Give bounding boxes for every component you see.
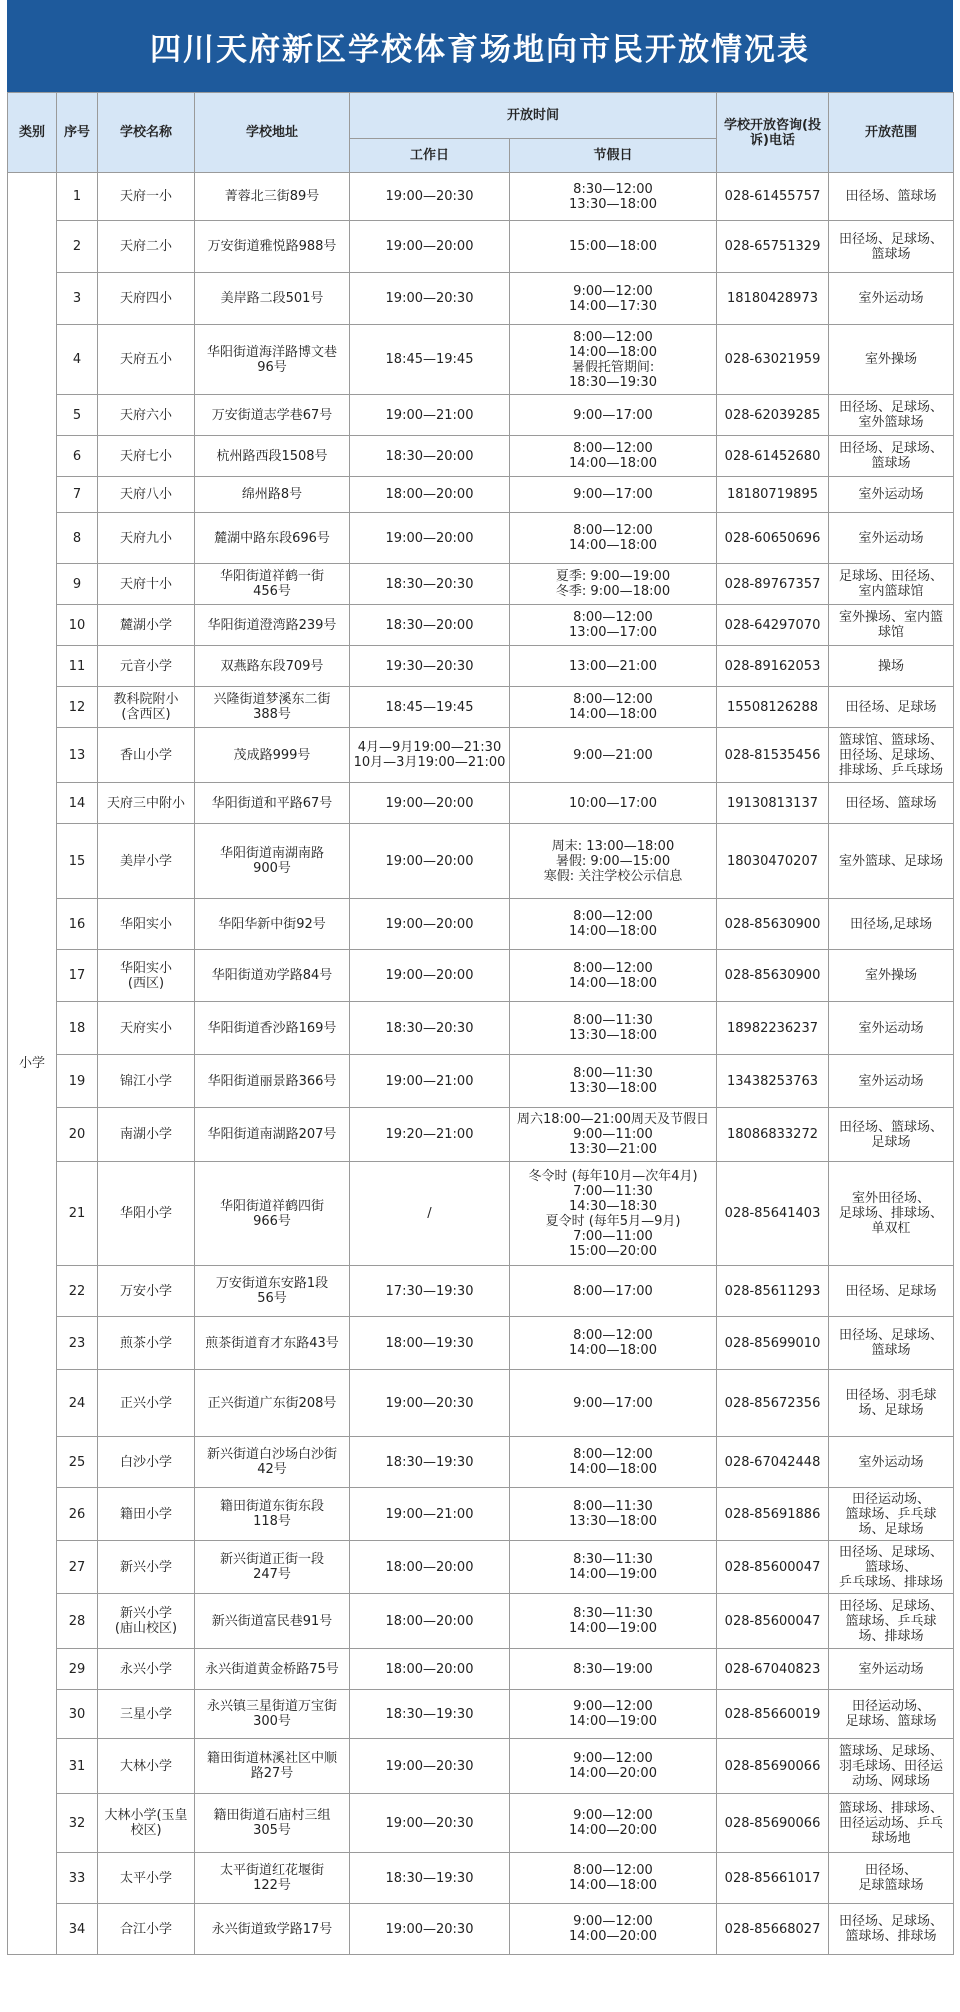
table-row	[8, 1541, 954, 1594]
holiday-hours: 8:00—12:00 14:00—18:00	[510, 436, 717, 477]
table-row	[8, 1370, 954, 1437]
workday-hours: 19:00—21:00	[350, 1055, 510, 1108]
school-name: 天府七小	[98, 436, 195, 477]
school-address: 华阳华新中街92号	[195, 899, 350, 950]
table-row	[8, 1649, 954, 1690]
contact-phone: 028-61452680	[717, 436, 829, 477]
school-name: 天府二小	[98, 221, 195, 273]
school-name: 南湖小学	[98, 1108, 195, 1162]
holiday-hours: 8:00—12:00 14:00—18:00	[510, 899, 717, 950]
school-name: 美岸小学	[98, 824, 195, 899]
holiday-hours: 9:00—12:00 14:00—17:30	[510, 273, 717, 325]
contact-phone: 028-89767357	[717, 564, 829, 605]
row-index: 2	[57, 221, 98, 273]
contact-phone: 028-85630900	[717, 950, 829, 1002]
table-row	[8, 783, 954, 824]
workday-hours: 19:30—20:30	[350, 646, 510, 687]
school-name: 煎茶小学	[98, 1317, 195, 1370]
header-address: 学校地址	[195, 93, 350, 173]
open-scope: 篮球场、排球场、 田径运动场、乒乓 球场地	[829, 1794, 954, 1853]
table-row	[8, 273, 954, 325]
workday-hours: 19:00—20:30	[350, 1904, 510, 1955]
school-address: 华阳街道丽景路366号	[195, 1055, 350, 1108]
table-row	[8, 221, 954, 273]
holiday-hours: 8:00—12:00 14:00—18:00	[510, 950, 717, 1002]
holiday-hours: 8:00—12:00 14:00—18:00	[510, 1853, 717, 1904]
workday-hours: 19:00—20:30	[350, 173, 510, 221]
table-row	[8, 395, 954, 436]
school-address: 华阳街道南湖南路 900号	[195, 824, 350, 899]
workday-hours: 19:00—20:30	[350, 1739, 510, 1794]
contact-phone: 028-85600047	[717, 1541, 829, 1594]
contact-phone: 028-67040823	[717, 1649, 829, 1690]
row-index: 15	[57, 824, 98, 899]
open-scope: 室外篮球、足球场	[829, 824, 954, 899]
table-row	[8, 950, 954, 1002]
school-address: 万安街道志学巷67号	[195, 395, 350, 436]
contact-phone: 028-85661017	[717, 1853, 829, 1904]
school-name: 华阳实小	[98, 899, 195, 950]
table-row	[8, 1055, 954, 1108]
open-scope: 田径场、足球场、 篮球场、 乒乓球场、排球场	[829, 1541, 954, 1594]
contact-phone: 18180719895	[717, 477, 829, 513]
contact-phone: 18982236237	[717, 1002, 829, 1055]
open-scope: 室外运动场	[829, 1055, 954, 1108]
open-scope: 室外运动场	[829, 1002, 954, 1055]
row-index: 26	[57, 1488, 98, 1541]
school-name: 锦江小学	[98, 1055, 195, 1108]
school-address: 华阳街道和平路67号	[195, 783, 350, 824]
school-address: 籍田街道石庙村三组 305号	[195, 1794, 350, 1853]
open-scope: 室外运动场	[829, 513, 954, 564]
contact-phone: 028-85641403	[717, 1162, 829, 1266]
workday-hours: 18:30—20:30	[350, 564, 510, 605]
holiday-hours: 8:00—11:30 13:30—18:00	[510, 1488, 717, 1541]
open-scope: 田径场、篮球场	[829, 783, 954, 824]
contact-phone: 028-67042448	[717, 1437, 829, 1488]
page-title: 四川天府新区学校体育场地向市民开放情况表	[7, 0, 953, 92]
school-name: 大林小学(玉皇 校区)	[98, 1794, 195, 1853]
school-name: 华阳实小 (西区)	[98, 950, 195, 1002]
workday-hours: 18:00—20:00	[350, 1541, 510, 1594]
header-school-name: 学校名称	[98, 93, 195, 173]
table-row	[8, 513, 954, 564]
school-address: 华阳街道香沙路169号	[195, 1002, 350, 1055]
holiday-hours: 9:00—12:00 14:00—20:00	[510, 1739, 717, 1794]
holiday-hours: 9:00—21:00	[510, 728, 717, 783]
holiday-hours: 夏季: 9:00—19:00 冬季: 9:00—18:00	[510, 564, 717, 605]
holiday-hours: 周末: 13:00—18:00 暑假: 9:00—15:00 寒假: 关注学校公示信息	[510, 824, 717, 899]
holiday-hours: 9:00—12:00 14:00—20:00	[510, 1794, 717, 1853]
school-address: 永兴街道致学路17号	[195, 1904, 350, 1955]
workday-hours: 19:20—21:00	[350, 1108, 510, 1162]
contact-phone: 028-85611293	[717, 1266, 829, 1317]
header-scope: 开放范围	[829, 93, 954, 173]
holiday-hours: 8:00—12:00 14:00—18:00 暑假托管期间: 18:30—19:30	[510, 325, 717, 395]
open-scope: 田径场、篮球场	[829, 173, 954, 221]
school-name: 麓湖小学	[98, 605, 195, 646]
school-name: 三星小学	[98, 1690, 195, 1739]
workday-hours: 18:30—20:00	[350, 436, 510, 477]
row-index: 30	[57, 1690, 98, 1739]
schedule-table	[7, 92, 954, 1955]
school-name: 天府九小	[98, 513, 195, 564]
contact-phone: 028-65751329	[717, 221, 829, 273]
holiday-hours: 8:00—11:30 13:30—18:00	[510, 1055, 717, 1108]
school-address: 新兴街道富民巷91号	[195, 1594, 350, 1649]
school-name: 太平小学	[98, 1853, 195, 1904]
table-row	[8, 728, 954, 783]
school-name: 万安小学	[98, 1266, 195, 1317]
workday-hours: 18:30—19:30	[350, 1853, 510, 1904]
school-address: 万安街道东安路1段 56号	[195, 1266, 350, 1317]
holiday-hours: 8:00—17:00	[510, 1266, 717, 1317]
workday-hours: 18:00—19:30	[350, 1317, 510, 1370]
open-scope: 田径场、足球场、 室外篮球场	[829, 395, 954, 436]
school-name: 教科院附小 (含西区)	[98, 687, 195, 728]
school-name: 华阳小学	[98, 1162, 195, 1266]
school-address: 菁蓉北三街89号	[195, 173, 350, 221]
table-row	[8, 1002, 954, 1055]
holiday-hours: 9:00—12:00 14:00—20:00	[510, 1904, 717, 1955]
holiday-hours: 8:00—12:00 14:00—18:00	[510, 1437, 717, 1488]
workday-hours: /	[350, 1162, 510, 1266]
row-index: 9	[57, 564, 98, 605]
holiday-hours: 9:00—17:00	[510, 1370, 717, 1437]
school-address: 绵州路8号	[195, 477, 350, 513]
table-header	[8, 93, 954, 173]
school-address: 华阳街道海洋路博文巷 96号	[195, 325, 350, 395]
school-name: 天府四小	[98, 273, 195, 325]
workday-hours: 19:00—20:30	[350, 1794, 510, 1853]
school-name: 天府十小	[98, 564, 195, 605]
open-scope: 室外操场、室内篮 球馆	[829, 605, 954, 646]
school-address: 华阳街道祥鹤一街 456号	[195, 564, 350, 605]
header-index: 序号	[57, 93, 98, 173]
holiday-hours: 8:00—12:00 13:00—17:00	[510, 605, 717, 646]
school-address: 万安街道雅悦路988号	[195, 221, 350, 273]
school-name: 白沙小学	[98, 1437, 195, 1488]
row-index: 29	[57, 1649, 98, 1690]
holiday-hours: 8:30—19:00	[510, 1649, 717, 1690]
table-row	[8, 605, 954, 646]
row-index: 11	[57, 646, 98, 687]
table-row	[8, 1108, 954, 1162]
table-row	[8, 687, 954, 728]
school-address: 茂成路999号	[195, 728, 350, 783]
open-scope: 田径运动场、 足球场、篮球场	[829, 1690, 954, 1739]
contact-phone: 028-61455757	[717, 173, 829, 221]
row-index: 8	[57, 513, 98, 564]
row-index: 18	[57, 1002, 98, 1055]
open-scope: 田径场、足球场、 篮球场、乒乓球 场、排球场	[829, 1594, 954, 1649]
holiday-hours: 8:30—12:00 13:30—18:00	[510, 173, 717, 221]
contact-phone: 028-85630900	[717, 899, 829, 950]
open-scope: 田径场、篮球场、 足球场	[829, 1108, 954, 1162]
open-scope: 篮球馆、篮球场、 田径场、足球场、 排球场、乒乓球场	[829, 728, 954, 783]
workday-hours: 18:00—20:00	[350, 1594, 510, 1649]
table-row	[8, 1266, 954, 1317]
row-index: 4	[57, 325, 98, 395]
school-address: 兴隆街道梦溪东二街 388号	[195, 687, 350, 728]
table-row	[8, 1162, 954, 1266]
contact-phone: 028-85690066	[717, 1794, 829, 1853]
workday-hours: 19:00—20:00	[350, 221, 510, 273]
school-address: 双燕路东段709号	[195, 646, 350, 687]
workday-hours: 18:45—19:45	[350, 325, 510, 395]
school-address: 华阳街道南湖路207号	[195, 1108, 350, 1162]
contact-phone: 028-85690066	[717, 1739, 829, 1794]
workday-hours: 19:00—21:00	[350, 395, 510, 436]
row-index: 28	[57, 1594, 98, 1649]
row-index: 33	[57, 1853, 98, 1904]
open-scope: 田径场、足球场、 篮球场、排球场	[829, 1904, 954, 1955]
header-category: 类别	[8, 93, 57, 173]
workday-hours: 17:30—19:30	[350, 1266, 510, 1317]
school-name: 新兴小学	[98, 1541, 195, 1594]
school-address: 麓湖中路东段696号	[195, 513, 350, 564]
school-address: 籍田街道林溪社区中顺 路27号	[195, 1739, 350, 1794]
table-row	[8, 1794, 954, 1853]
open-scope: 田径场、足球场、 篮球场	[829, 221, 954, 273]
open-scope: 室外田径场、 足球场、排球场、 单双杠	[829, 1162, 954, 1266]
open-scope: 足球场、田径场、 室内篮球馆	[829, 564, 954, 605]
row-index: 17	[57, 950, 98, 1002]
holiday-hours: 周六18:00—21:00周天及节假日 9:00—11:00 13:30—21:00	[510, 1108, 717, 1162]
open-scope: 室外运动场	[829, 1649, 954, 1690]
holiday-hours: 8:30—11:30 14:00—19:00	[510, 1594, 717, 1649]
contact-phone: 028-89162053	[717, 646, 829, 687]
workday-hours: 18:30—20:30	[350, 1002, 510, 1055]
workday-hours: 18:30—20:00	[350, 605, 510, 646]
table-row	[8, 325, 954, 395]
header-phone: 学校开放咨询(投诉)电话	[717, 93, 829, 173]
row-index: 13	[57, 728, 98, 783]
contact-phone: 18030470207	[717, 824, 829, 899]
row-index: 19	[57, 1055, 98, 1108]
open-scope: 室外运动场	[829, 477, 954, 513]
table-row	[8, 436, 954, 477]
holiday-hours: 9:00—17:00	[510, 477, 717, 513]
holiday-hours: 8:00—12:00 14:00—18:00	[510, 687, 717, 728]
school-name: 永兴小学	[98, 1649, 195, 1690]
contact-phone: 19130813137	[717, 783, 829, 824]
open-scope: 室外操场	[829, 950, 954, 1002]
row-index: 10	[57, 605, 98, 646]
school-name: 新兴小学 (庙山校区)	[98, 1594, 195, 1649]
open-scope: 田径场、足球场	[829, 1266, 954, 1317]
school-address: 华阳街道澄湾路239号	[195, 605, 350, 646]
school-name: 正兴小学	[98, 1370, 195, 1437]
school-address: 美岸路二段501号	[195, 273, 350, 325]
row-index: 22	[57, 1266, 98, 1317]
workday-hours: 19:00—20:00	[350, 824, 510, 899]
workday-hours: 19:00—20:00	[350, 899, 510, 950]
contact-phone: 028-85600047	[717, 1594, 829, 1649]
holiday-hours: 8:30—11:30 14:00—19:00	[510, 1541, 717, 1594]
row-index: 3	[57, 273, 98, 325]
school-address: 永兴街道黄金桥路75号	[195, 1649, 350, 1690]
workday-hours: 18:30—19:30	[350, 1690, 510, 1739]
open-scope: 室外运动场	[829, 1437, 954, 1488]
row-index: 27	[57, 1541, 98, 1594]
contact-phone: 028-81535456	[717, 728, 829, 783]
holiday-hours: 15:00—18:00	[510, 221, 717, 273]
school-name: 天府三中附小	[98, 783, 195, 824]
school-address: 华阳街道劝学路84号	[195, 950, 350, 1002]
school-name: 籍田小学	[98, 1488, 195, 1541]
contact-phone: 028-85699010	[717, 1317, 829, 1370]
contact-phone: 13438253763	[717, 1055, 829, 1108]
school-address: 煎茶街道育才东路43号	[195, 1317, 350, 1370]
workday-hours: 19:00—20:30	[350, 273, 510, 325]
school-name: 天府实小	[98, 1002, 195, 1055]
school-name: 天府八小	[98, 477, 195, 513]
workday-hours: 19:00—20:00	[350, 783, 510, 824]
row-index: 31	[57, 1739, 98, 1794]
workday-hours: 18:00—20:00	[350, 1649, 510, 1690]
header-holiday: 节假日	[510, 139, 717, 173]
school-name: 合江小学	[98, 1904, 195, 1955]
open-scope: 田径运动场、 篮球场、乒乓球 场、足球场	[829, 1488, 954, 1541]
workday-hours: 18:45—19:45	[350, 687, 510, 728]
open-scope: 室外操场	[829, 325, 954, 395]
open-scope: 田径场、足球场、 篮球场	[829, 436, 954, 477]
open-scope: 田径场、羽毛球 场、足球场	[829, 1370, 954, 1437]
school-name: 天府六小	[98, 395, 195, 436]
contact-phone: 028-85668027	[717, 1904, 829, 1955]
open-scope: 篮球场、足球场、 羽毛球场、田径运 动场、网球场	[829, 1739, 954, 1794]
header-open-time: 开放时间	[350, 93, 717, 139]
row-index: 1	[57, 173, 98, 221]
holiday-hours: 冬令时 (每年10月—次年4月) 7:00—11:30 14:30—18:30 夏令时 (每年5月—9月) 7:00—11:00 15:00—20:00	[510, 1162, 717, 1266]
header-workday: 工作日	[350, 139, 510, 173]
workday-hours: 19:00—21:00	[350, 1488, 510, 1541]
table-row	[8, 1739, 954, 1794]
table-row	[8, 1488, 954, 1541]
workday-hours: 18:30—19:30	[350, 1437, 510, 1488]
school-name: 香山小学	[98, 728, 195, 783]
contact-phone: 028-85691886	[717, 1488, 829, 1541]
school-address: 新兴街道白沙场白沙街 42号	[195, 1437, 350, 1488]
open-scope: 田径场、 足球篮球场	[829, 1853, 954, 1904]
row-index: 7	[57, 477, 98, 513]
row-index: 5	[57, 395, 98, 436]
table-row	[8, 899, 954, 950]
school-name: 天府一小	[98, 173, 195, 221]
contact-phone: 18180428973	[717, 273, 829, 325]
row-index: 24	[57, 1370, 98, 1437]
table-row	[8, 1853, 954, 1904]
workday-hours: 19:00—20:30	[350, 1370, 510, 1437]
open-scope: 田径场,足球场	[829, 899, 954, 950]
workday-hours: 4月—9月19:00—21:30 10月—3月19:00—21:00	[350, 728, 510, 783]
row-index: 6	[57, 436, 98, 477]
table-row	[8, 1437, 954, 1488]
open-scope: 操场	[829, 646, 954, 687]
school-address: 永兴镇三星街道万宝街 300号	[195, 1690, 350, 1739]
school-name: 天府五小	[98, 325, 195, 395]
open-scope: 田径场、足球场、 篮球场	[829, 1317, 954, 1370]
row-index: 16	[57, 899, 98, 950]
school-address: 新兴街道正街一段 247号	[195, 1541, 350, 1594]
table-row	[8, 564, 954, 605]
school-address: 华阳街道祥鹤四街 966号	[195, 1162, 350, 1266]
holiday-hours: 8:00—12:00 14:00—18:00	[510, 513, 717, 564]
contact-phone: 028-85672356	[717, 1370, 829, 1437]
category-cell: 小学	[8, 173, 57, 1955]
holiday-hours: 9:00—12:00 14:00—19:00	[510, 1690, 717, 1739]
table-row	[8, 477, 954, 513]
contact-phone: 028-85660019	[717, 1690, 829, 1739]
school-address: 正兴街道广东街208号	[195, 1370, 350, 1437]
row-index: 25	[57, 1437, 98, 1488]
table-row	[8, 173, 954, 221]
table-row	[8, 1904, 954, 1955]
school-address: 太平街道红花堰街 122号	[195, 1853, 350, 1904]
workday-hours: 19:00—20:00	[350, 950, 510, 1002]
workday-hours: 19:00—20:00	[350, 513, 510, 564]
school-address: 杭州路西段1508号	[195, 436, 350, 477]
workday-hours: 18:00—20:00	[350, 477, 510, 513]
holiday-hours: 8:00—12:00 14:00—18:00	[510, 1317, 717, 1370]
row-index: 14	[57, 783, 98, 824]
table-row	[8, 1594, 954, 1649]
row-index: 21	[57, 1162, 98, 1266]
school-name: 元音小学	[98, 646, 195, 687]
row-index: 12	[57, 687, 98, 728]
table-row	[8, 824, 954, 899]
row-index: 20	[57, 1108, 98, 1162]
contact-phone: 15508126288	[717, 687, 829, 728]
contact-phone: 028-62039285	[717, 395, 829, 436]
open-scope: 田径场、足球场	[829, 687, 954, 728]
table-row	[8, 1317, 954, 1370]
school-address: 籍田街道东街东段 118号	[195, 1488, 350, 1541]
row-index: 23	[57, 1317, 98, 1370]
table-row	[8, 646, 954, 687]
row-index: 34	[57, 1904, 98, 1955]
contact-phone: 18086833272	[717, 1108, 829, 1162]
table-body	[8, 173, 954, 1955]
holiday-hours: 13:00—21:00	[510, 646, 717, 687]
school-name: 大林小学	[98, 1739, 195, 1794]
holiday-hours: 9:00—17:00	[510, 395, 717, 436]
contact-phone: 028-63021959	[717, 325, 829, 395]
row-index: 32	[57, 1794, 98, 1853]
holiday-hours: 10:00—17:00	[510, 783, 717, 824]
contact-phone: 028-60650696	[717, 513, 829, 564]
contact-phone: 028-64297070	[717, 605, 829, 646]
open-scope: 室外运动场	[829, 273, 954, 325]
table-row	[8, 1690, 954, 1739]
holiday-hours: 8:00—11:30 13:30—18:00	[510, 1002, 717, 1055]
